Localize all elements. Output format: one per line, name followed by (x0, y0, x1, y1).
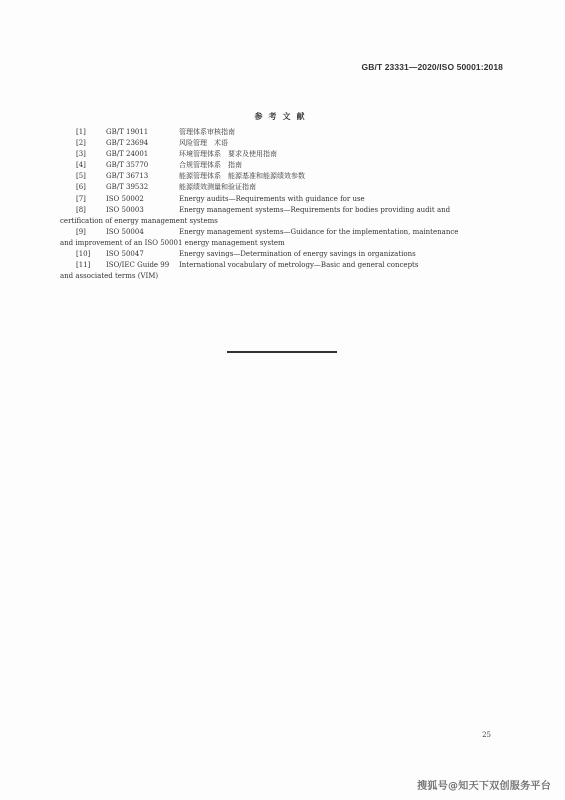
reference-code: GB/T 39532 (106, 183, 149, 192)
reference-code: ISO 50004 (106, 227, 144, 236)
reference-number: [2] (76, 139, 86, 148)
reference-number: [8] (76, 205, 86, 214)
reference-title: 管理体系审核指南 (179, 128, 235, 136)
reference-item (60, 171, 505, 182)
reference-number: [5] (76, 172, 86, 181)
reference-item (60, 138, 505, 149)
reference-number: [6] (76, 183, 86, 192)
reference-title: 合规管理体系 指南 (179, 161, 242, 170)
reference-title: 风险管理 术语 (179, 139, 228, 148)
reference-item (60, 182, 505, 193)
reference-title: Energy savings—Determination of energy savings in organizations (179, 250, 416, 259)
reference-number: [10] (76, 250, 91, 259)
reference-number: [1] (76, 128, 86, 136)
end-rule-divider (227, 351, 337, 353)
reference-item (60, 260, 505, 282)
reference-number: [3] (76, 150, 86, 159)
reference-number: [11] (76, 261, 91, 270)
reference-title-continuation: and associated terms (VIM) (60, 272, 159, 281)
reference-code: GB/T 24001 (106, 150, 149, 159)
reference-title: Energy management systems—Requirements for bodies providing audit and (179, 205, 451, 214)
reference-code: GB/T 19011 (106, 128, 149, 136)
reference-item (60, 194, 505, 205)
reference-item (60, 127, 505, 138)
reference-title-continuation: certification of energy management systems (60, 216, 218, 225)
references-section-title: 参考文献 (254, 112, 311, 121)
reference-code: ISO/IEC Guide 99 (106, 261, 170, 270)
reference-item (60, 160, 505, 171)
reference-item (60, 227, 505, 249)
reference-number: [4] (76, 161, 86, 170)
reference-title: 能源绩效测量和验证指南 (179, 183, 256, 192)
reference-number: [9] (76, 227, 86, 236)
reference-title: 环境管理体系 要求及使用指南 (179, 150, 277, 159)
reference-code: GB/T 36713 (106, 172, 149, 181)
page-number: 25 (482, 731, 491, 739)
reference-title: Energy audits—Requirements with guidance for use (179, 194, 365, 203)
reference-title: International vocabulary of metrology—Basic and general concepts (179, 261, 419, 270)
reference-item (60, 205, 505, 227)
reference-item (60, 149, 505, 160)
reference-number: [7] (76, 194, 86, 203)
reference-code: ISO 50003 (106, 205, 144, 214)
reference-list (60, 127, 505, 282)
standard-code-header: GB/T 23331—2020/ISO 50001:2018 (361, 62, 503, 72)
reference-code: GB/T 35770 (106, 161, 149, 170)
watermark-text: 搜狐号@知天下双创服务平台 (417, 781, 551, 792)
reference-item (60, 249, 505, 260)
reference-title: Energy management systems—Guidance for the implementation, maintenance (179, 227, 459, 236)
reference-code: ISO 50047 (106, 250, 144, 259)
reference-title: 能源管理体系 能源基准和能源绩效参数 (179, 172, 305, 181)
reference-code: GB/T 23694 (106, 139, 149, 148)
reference-title-continuation: and improvement of an ISO 50001 energy management system (60, 238, 285, 247)
reference-code: ISO 50002 (106, 194, 144, 203)
